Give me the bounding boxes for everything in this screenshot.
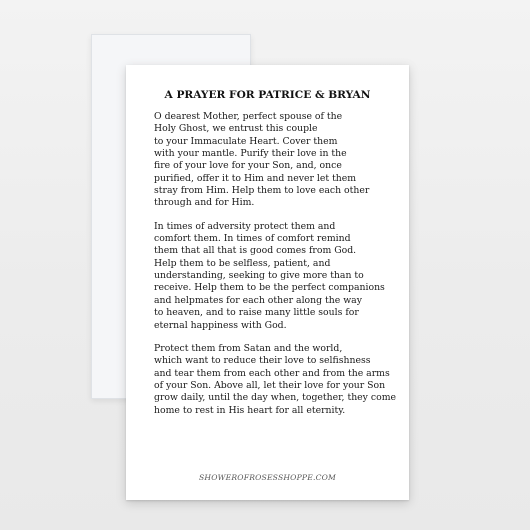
prayer-line: purified, offer it to Him and never let them — [154, 172, 357, 184]
prayer-line: Help them to be selfless, patient, and — [154, 257, 331, 269]
prayer-paragraph-3 — [154, 343, 404, 417]
prayer-line: them that all that is good comes from God. — [154, 245, 357, 257]
prayer-line: home to rest in His heart for all eternity. — [154, 404, 346, 416]
prayer-line: to heaven, and to raise many little souls for — [154, 307, 359, 319]
prayer-line: In times of adversity protect them and — [154, 220, 336, 232]
prayer-line: and helpmates for each other along the way — [154, 294, 362, 306]
prayer-line: Protect them from Satan and the world, — [154, 342, 343, 354]
card-title: A PRAYER FOR PATRICE & BRYAN — [164, 89, 371, 101]
prayer-card — [126, 65, 409, 500]
shop-url: SHOWEROFROSESSHOPPE.COM — [198, 473, 336, 482]
prayer-line: through and for Him. — [154, 197, 255, 209]
prayer-line: Holy Ghost, we entrust this couple — [154, 123, 318, 135]
prayer-line: of your Son. Above all, let their love for your Son — [154, 379, 386, 391]
prayer-line: which want to reduce their love to selfishness — [154, 355, 371, 367]
prayer-paragraph-1 — [154, 111, 404, 210]
prayer-paragraph-2 — [154, 221, 404, 332]
prayer-line: stray from Him. Help them to love each other — [154, 185, 370, 197]
prayer-line: with your mantle. Purify their love in the — [154, 148, 347, 160]
prayer-line: O dearest Mother, perfect spouse of the — [154, 111, 343, 122]
prayer-line: comfort them. In times of comfort remind — [154, 233, 351, 245]
prayer-line: understanding, seeking to give more than to — [154, 270, 364, 282]
prayer-line: fire of your love for your Son, and, once — [154, 160, 342, 172]
prayer-line: receive. Help them to be the perfect companions — [154, 282, 385, 294]
prayer-line: grow daily, until the day when, together, they come — [154, 392, 397, 404]
prayer-line: eternal happiness with God. — [154, 319, 287, 331]
prayer-line: and tear them from each other and from the arms — [154, 367, 390, 379]
prayer-line: to your Immaculate Heart. Cover them — [154, 135, 338, 147]
prayer-text — [154, 111, 404, 428]
